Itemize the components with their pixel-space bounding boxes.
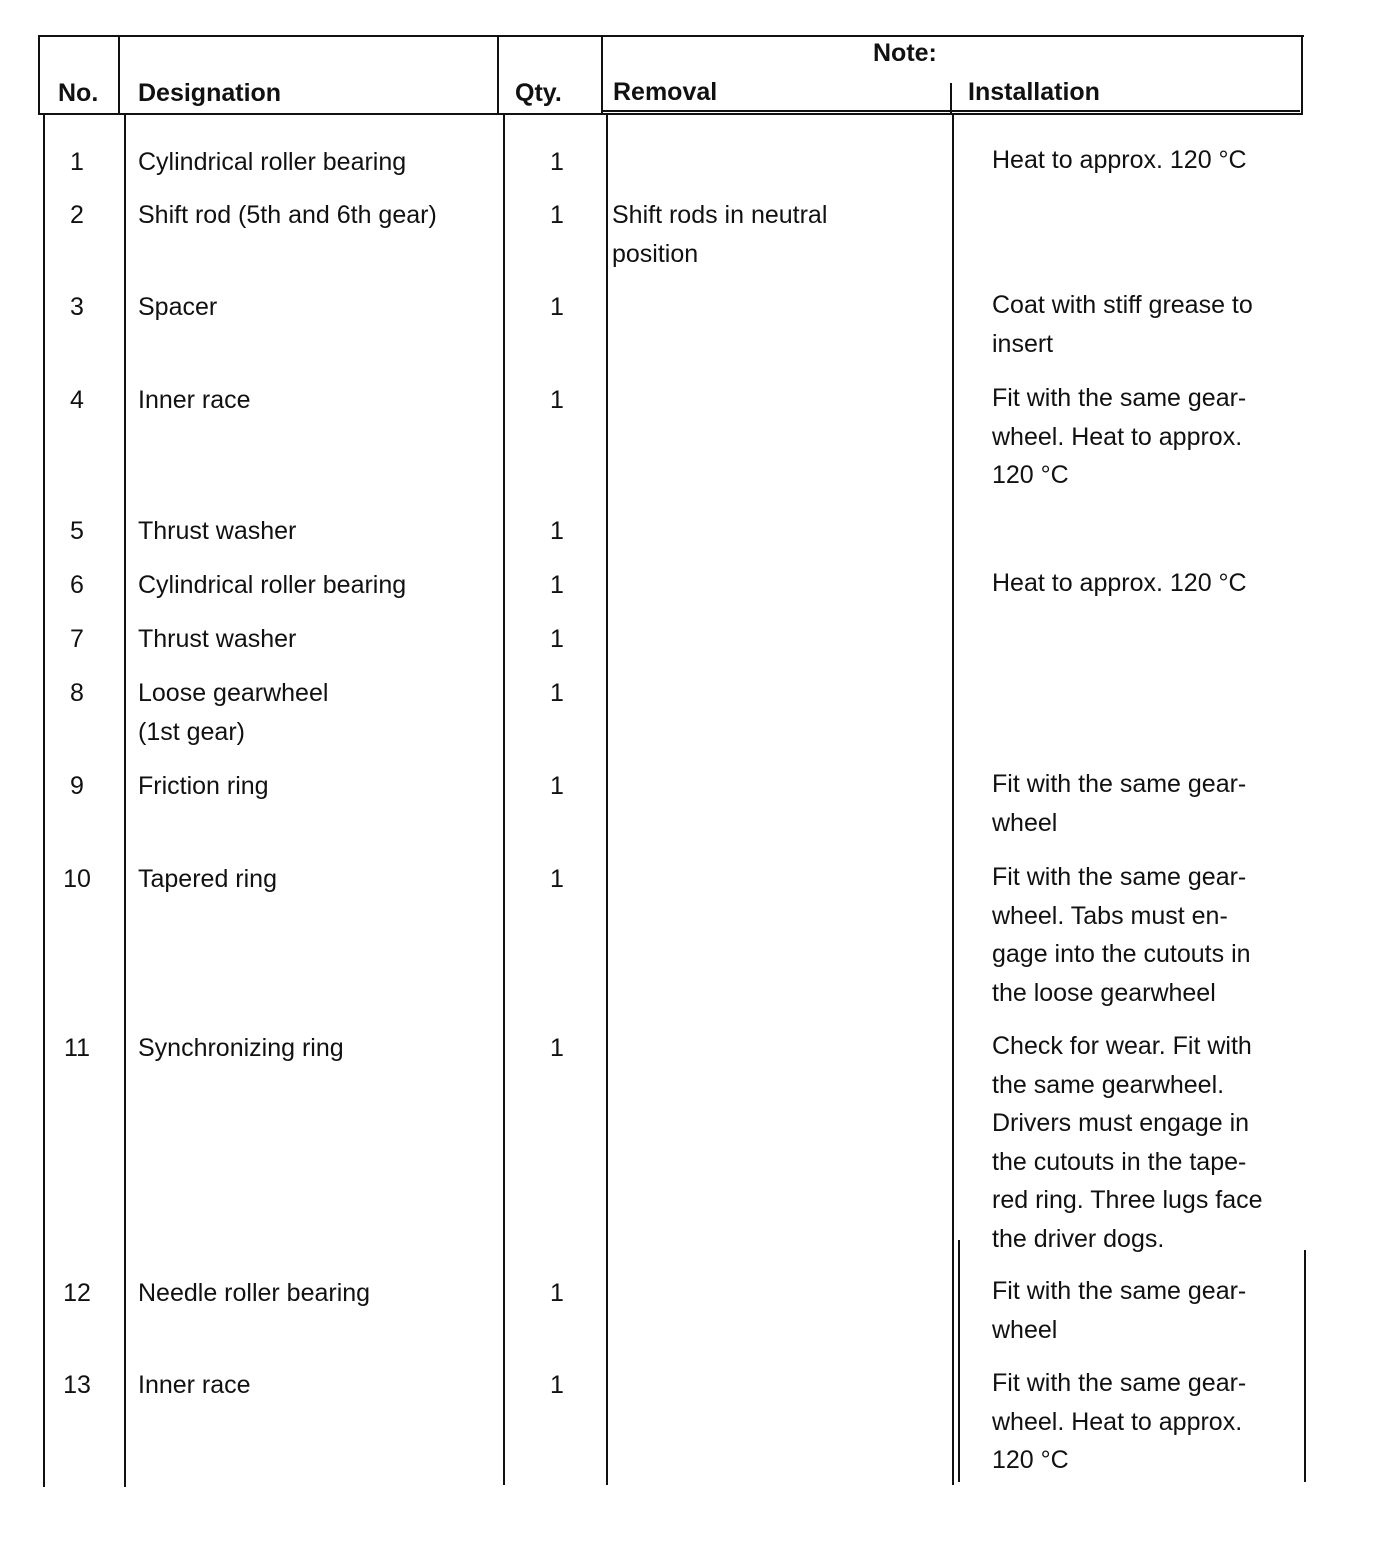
cell-designation-line: Thrust washer: [138, 517, 297, 545]
cell-installation-line: Drivers must engage in: [992, 1109, 1250, 1137]
cell-installation-line: wheel: [992, 808, 1058, 837]
cell-installation-line: wheel. Tabs must en-: [992, 901, 1228, 930]
cell-installation-line: gage into the cutouts in: [992, 940, 1251, 968]
cell-removal-line: position: [612, 239, 699, 268]
cell-qty: 1: [550, 772, 564, 800]
cell-installation-line: the same gearwheel.: [992, 1070, 1225, 1099]
column-rule-removal-tail: [958, 1240, 960, 1482]
table-top-rule: [38, 35, 1304, 37]
column-rule-right-lower: [1304, 1250, 1306, 1482]
header-removal: Removal: [613, 78, 718, 106]
header-no: No.: [58, 79, 99, 107]
cell-installation-line: Heat to approx. 120 °C: [992, 146, 1247, 174]
column-rule-removal: [950, 83, 952, 115]
cell-installation-line: Fit with the same gear-: [992, 863, 1247, 891]
cell-installation: [992, 1364, 1246, 1480]
cell-designation-line: (1st gear): [138, 717, 245, 746]
column-rule-no: [118, 35, 120, 115]
cell-qty: 1: [550, 865, 564, 893]
cell-installation-line: insert: [992, 329, 1054, 358]
cell-designation: [138, 620, 296, 659]
header-note: Note:: [873, 39, 937, 67]
cell-designation: [138, 860, 277, 899]
cell-installation: [992, 765, 1246, 842]
cell-installation: [992, 379, 1246, 495]
cell-no: 12: [63, 1279, 91, 1307]
cell-designation-line: Thrust washer: [138, 625, 297, 653]
cell-qty: 1: [550, 201, 564, 229]
header-qty: Qty.: [515, 79, 562, 107]
cell-installation: [992, 286, 1253, 363]
cell-designation: [138, 288, 217, 327]
cell-designation: [138, 143, 406, 182]
cell-installation: [992, 564, 1247, 603]
cell-removal-line: Shift rods in neutral: [612, 201, 828, 229]
cell-no: 4: [70, 386, 84, 414]
cell-no: 5: [70, 517, 84, 545]
cell-installation: [992, 141, 1247, 180]
cell-designation: [138, 674, 328, 751]
column-rule-no-lower: [124, 115, 126, 1487]
cell-designation-line: Loose gearwheel: [138, 679, 329, 707]
cell-qty: 1: [550, 1279, 564, 1307]
cell-no: 10: [63, 865, 91, 893]
header-bottom-rule: [38, 113, 1302, 115]
cell-designation-line: Cylindrical roller bearing: [138, 148, 407, 176]
cell-no: 7: [70, 625, 84, 653]
cell-installation-line: 120 °C: [992, 1446, 1069, 1474]
cell-designation-line: Tapered ring: [138, 865, 277, 893]
cell-no: 2: [70, 201, 84, 229]
cell-designation-line: Synchronizing ring: [138, 1034, 344, 1062]
cell-no: 8: [70, 679, 84, 707]
cell-qty: 1: [550, 386, 564, 414]
cell-designation: [138, 1274, 370, 1313]
cell-qty: 1: [550, 1371, 564, 1399]
cell-installation-line: 120 °C: [992, 461, 1069, 489]
cell-no: 1: [70, 148, 84, 176]
cell-installation-line: Fit with the same gear-: [992, 1369, 1247, 1397]
cell-designation-line: Needle roller bearing: [138, 1279, 371, 1307]
cell-designation: [138, 196, 437, 235]
cell-qty: 1: [550, 293, 564, 321]
column-rule-removal-lower: [952, 115, 954, 1485]
column-rule-qty: [601, 35, 603, 115]
cell-designation-line: Cylindrical roller bearing: [138, 571, 407, 599]
cell-installation-line: wheel: [992, 1315, 1058, 1344]
cell-installation-line: wheel. Heat to approx.: [992, 1407, 1243, 1436]
cell-installation-line: wheel. Heat to approx.: [992, 422, 1243, 451]
cell-designation: [138, 767, 269, 806]
cell-designation: [138, 1366, 251, 1405]
column-rule-right: [1301, 35, 1303, 115]
header-designation: Designation: [138, 79, 282, 107]
cell-designation: [138, 566, 406, 605]
cell-installation-line: Heat to approx. 120 °C: [992, 569, 1247, 597]
cell-installation-line: Fit with the same gear-: [992, 1277, 1247, 1305]
cell-no: 11: [64, 1034, 90, 1062]
cell-qty: 1: [550, 148, 564, 176]
cell-no: 13: [63, 1371, 91, 1399]
cell-qty: 1: [550, 625, 564, 653]
cell-installation-line: Fit with the same gear-: [992, 770, 1247, 798]
cell-installation: [992, 1272, 1246, 1349]
cell-qty: 1: [550, 571, 564, 599]
cell-designation: [138, 1029, 344, 1068]
cell-no: 6: [70, 571, 84, 599]
cell-no: 9: [70, 772, 84, 800]
cell-installation-line: Coat with stiff grease to: [992, 291, 1253, 319]
cell-designation-line: Friction ring: [138, 772, 269, 800]
cell-designation: [138, 512, 296, 551]
cell-qty: 1: [550, 1034, 564, 1062]
cell-designation-line: Inner race: [138, 386, 251, 414]
cell-qty: 1: [550, 517, 564, 545]
cell-installation-line: the cutouts in the tape-: [992, 1147, 1247, 1176]
cell-designation-line: Spacer: [138, 293, 218, 321]
cell-designation-line: Shift rod (5th and 6th gear): [138, 201, 437, 229]
cell-designation-line: Inner race: [138, 1371, 251, 1399]
cell-installation-line: Fit with the same gear-: [992, 384, 1247, 412]
cell-qty: 1: [550, 679, 564, 707]
cell-installation-line: the loose gearwheel: [992, 978, 1216, 1007]
cell-installation: [992, 1027, 1263, 1258]
cell-installation-line: red ring. Three lugs face: [992, 1186, 1263, 1214]
column-rule-designation-lower: [503, 115, 505, 1485]
column-rule-designation: [497, 35, 499, 115]
header-installation: Installation: [968, 78, 1100, 106]
cell-designation: [138, 381, 251, 420]
cell-removal: [612, 196, 827, 273]
column-rule-left: [38, 35, 40, 115]
cell-no: 3: [70, 293, 84, 321]
cell-installation-line: Check for wear. Fit with: [992, 1032, 1252, 1060]
cell-installation-line: the driver dogs.: [992, 1224, 1165, 1253]
cell-installation: [992, 858, 1251, 1012]
